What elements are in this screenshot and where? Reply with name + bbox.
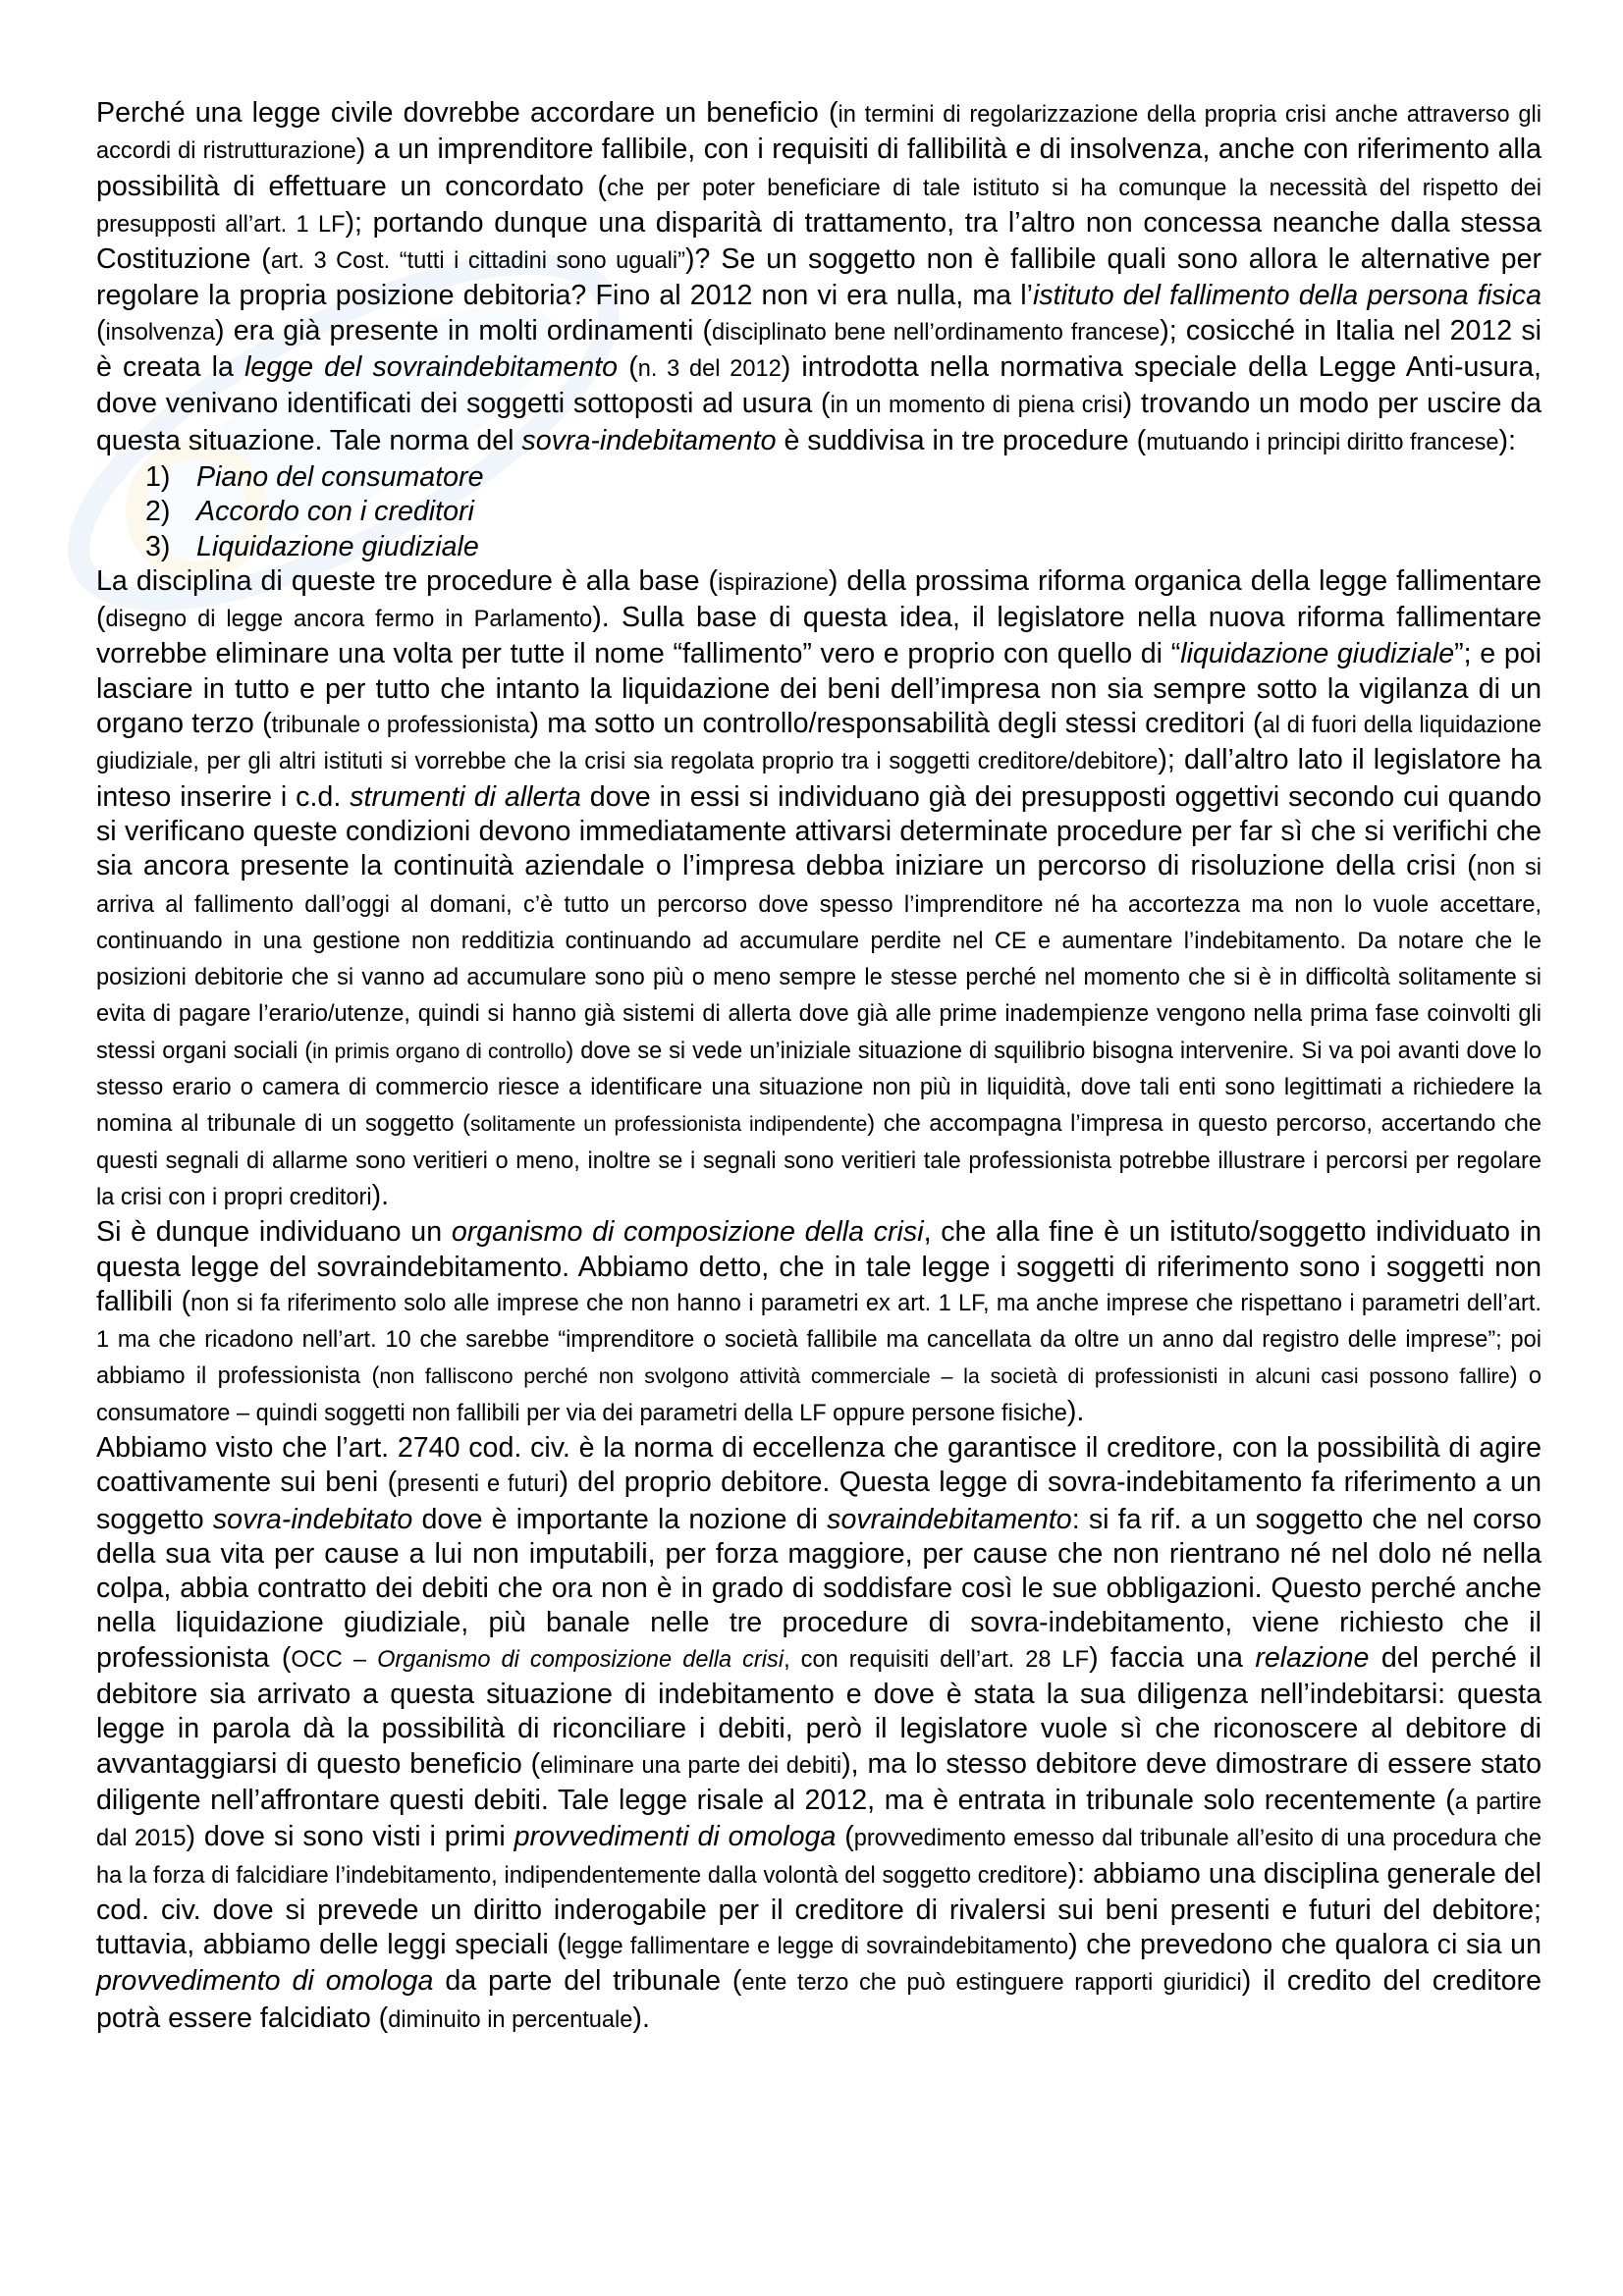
list-item: 2) Accordo con i creditori [145, 496, 474, 528]
paragraph-2: La disciplina di queste tre procedure è alla base (ispirazione) della prossima riforma organica della legge fallimentare (disegno di legge ancora fermo in Parlamento). Sulla base di questa idea, il legislatore nella nuova riforma fallimentare vorrebbe eliminare una volta per tutte il nome “fallimento” vero e proprio con quello di “liquidazione giudiziale”; e poi lasciare in tutto e per tutto che intanto la liquidazione dei beni dell’impresa non sia sempre sotto la vigilanza di un organo terzo (tribunale o professionista) ma sotto un controllo/responsabilità degli stessi creditori (al di fuori della liquidazione giudiziale, per gli altri istituti si vorrebbe che la crisi sia regolata proprio tra i soggetti creditore/debitore); dall’altro lato il legislatore ha inteso inserire i c.d. strumenti di allerta dove in essi si individuano già dei presupposti oggettivi secondo cui quando si verificano queste condizioni devono immediatamente attivarsi determinate procedure per far sì che si verifichi che sia ancora presente la continuità aziendale o l’impresa debba iniziare un percorso di risoluzione della crisi (non si arriva al fallimento dall’oggi al domani, c’è tutto un percorso dove spesso l’imprenditore né ha accortezza ma non lo vuole accettare, continuando in una gestione non redditizia continuando ad accumulare perdite nel CE e aumentare l’indebitamento. Da notare che le posizioni debitorie che si vanno ad accumulare sono più o meno sempre le stesse perché nel momento che si è in difficoltà solitamente si evita di pagare l’erario/utenze, quindi si hanno già sistemi di allerta dove già alle prime inadempienze vengono nella prima fase coinvolti gli stessi organi sociali (in primis organo di controllo) dove se si vede un’iniziale situazione di squilibrio bisogna intervenire. Si va poi avanti dove lo stesso erario o camera di commercio riesce a identificare una situazione non più in liquidità, dove tali enti sono legittimati a richiedere la nomina al tribunale di un soggetto (solitamente un professionista indipendente) che accompagna l’impresa in questo percorso, accertando che questi segnali di allarme sono veritieri o meno, inoltre se i segnali sono veritieri tale professionista potrebbe illustrare i percorsi per regolare la crisi con i propri creditori). [96, 564, 1542, 1211]
list-item: 3) Liquidazione giudiziale [145, 530, 479, 562]
body-text [96, 96, 1542, 2038]
list-item: 1) Piano del consumatore [145, 460, 484, 493]
paragraph-1: Perché una legge civile dovrebbe accordare un beneficio (in termini di regolarizzazione della propria crisi anche attraverso gli accordi di ristrutturazione) a un imprenditore fallibile, con i requisiti di fallibilità e di insolvenza, anche con riferimento alla possibilità di effettuare un concordato (che per poter beneficiare di tale istituto si ha comunque la necessità del rispetto dei presupposti all’art. 1 LF); portando dunque una disparità di trattamento, tra l’altro non concessa neanche dalla stessa Costituzione (art. 3 Cost. “tutti i cittadini sono uguali”)? Se un soggetto non è fallibile quali sono allora le alternative per regolare la propria posizione debitoria? Fino al 2012 non vi era nulla, ma l’istituto del fallimento della persona fisica (insolvenza) era già presente in molti ordinamenti (disciplinato bene nell’ordinamento francese); cosicché in Italia nel 2012 si è creata la legge del sovraindebitamento (n. 3 del 2012) introdotta nella normativa speciale della Legge Anti-usura, dove venivano identificati dei soggetti sottoposti ad usura (in un momento di piena crisi) trovando un modo per uscire da questa situazione. Tale norma del sovra-indebitamento è suddivisa in tre procedure (mutuando i principi diritto francese): [96, 97, 1542, 456]
paragraph-3: Si è dunque individuano un organismo di composizione della crisi, che alla fine è un istituto/soggetto individuato in questa legge del sovraindebitamento. Abbiamo detto, che in tale legge i soggetti di riferimento sono i soggetti non fallibili (non si fa riferimento solo alle imprese che non hanno i parametri ex art. 1 LF, ma anche imprese che rispettano i parametri dell’art. 1 ma che ricadono nell’art. 10 che sarebbe “imprenditore o società fallibile ma cancellata da oltre un anno dal registro delle imprese”; poi abbiamo il professionista (non falliscono perché non svolgono attività commerciale – la società di professionisti in alcuni casi possono fallire) o consumatore – quindi soggetti non fallibili per via dei parametri della LF oppure persone fisiche). [96, 1216, 1542, 1427]
paragraph-4: Abbiamo visto che l’art. 2740 cod. civ. è la norma di eccellenza che garantisce il creditore, con la possibilità di agire coattivamente sui beni (presenti e futuri) del proprio debitore. Questa legge di sovra-indebitamento fa riferimento a un soggetto sovra-indebitato dove è importante la nozione di sovraindebitamento: si fa rif. a un soggetto che nel corso della sua vita per cause a lui non imputabili, per forza maggiore, per cause che non rientrano né nel dolo né nella colpa, abbia contratto dei debiti che ora non è in grado di soddisfare così le sue obbligazioni. Questo perché anche nella liquidazione giudiziale, più banale nelle tre procedure di sovra-indebitamento, viene richiesto che il professionista (OCC – Organismo di composizione della crisi, con requisiti dell’art. 28 LF) faccia una relazione del perché il debitore sia arrivato a questa situazione di indebitamento e dove è stata la sua diligenza nell’indebitarsi: questa legge in parola dà la possibilità di riconciliare i debiti, però il legislatore vuole sì che riconoscere al debitore di avvantaggiarsi di questo beneficio (eliminare una parte dei debiti), ma lo stesso debitore deve dimostrare di essere stato diligente nell’affrontare questi debiti. Tale legge risale al 2012, ma è entrata in tribunale solo recentemente (a partire dal 2015) dove si sono visti i primi provvedimenti di omologa (provvedimento emesso dal tribunale all’esito di una procedura che ha la forza di falcidiare l’indebitamento, indipendentemente dalla volontà del soggetto creditore): abbiamo una disciplina generale del cod. civ. dove si prevede un diritto inderogabile per il creditore di rivalersi sui beni presenti e futuri del debitore; tuttavia, abbiamo delle leggi speciali (legge fallimentare e legge di sovraindebitamento) che prevedono che qualora ci sia un provvedimento di omologa da parte del tribunale (ente terzo che può estinguere rapporti giuridici) il credito del creditore potrà essere falcidiato (diminuito in percentuale). [96, 1431, 1542, 2034]
procedures-list [96, 460, 1542, 564]
